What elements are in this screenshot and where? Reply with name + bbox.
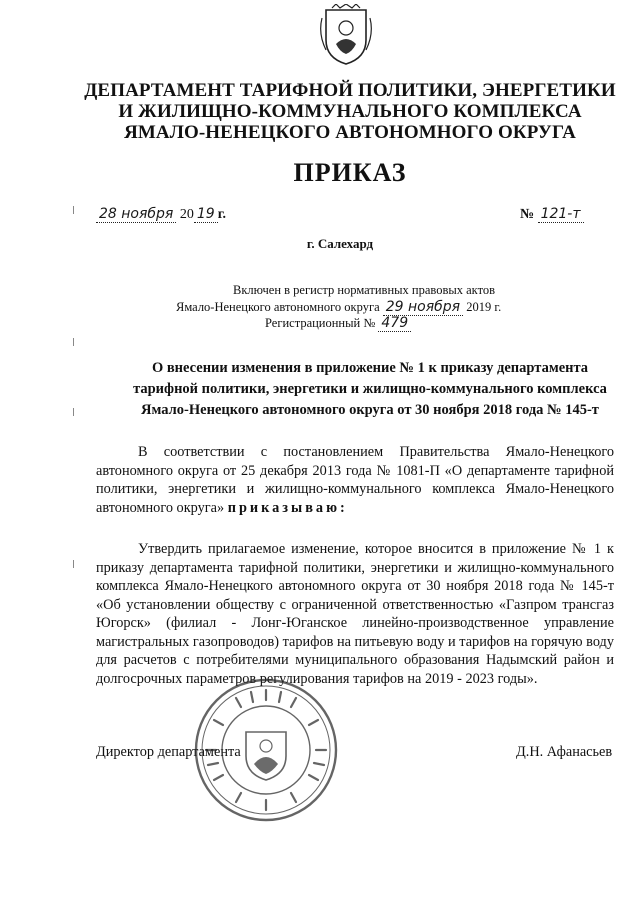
registry-line-1: Включен в регистр нормативных правовых актов bbox=[233, 283, 496, 297]
official-round-seal-icon bbox=[192, 676, 340, 824]
department-name-line-2: И ЖИЛИЩНО-КОММУНАЛЬНОГО КОМПЛЕКСА bbox=[118, 101, 582, 122]
registry-line-2 bbox=[176, 299, 501, 315]
yamal-coat-of-arms-icon bbox=[318, 4, 374, 66]
number-label: № bbox=[520, 207, 535, 222]
handwritten-date: 28 ноября bbox=[96, 206, 176, 223]
document-type-title: ПРИКАЗ bbox=[293, 158, 407, 187]
department-name-line-1: ДЕПАРТАМЕНТ ТАРИФНОЙ ПОЛИТИКИ, ЭНЕРГЕТИКИ bbox=[84, 80, 616, 101]
date-year-suffix: г. bbox=[217, 207, 226, 222]
handwritten-year: 19 bbox=[194, 206, 218, 223]
order-number bbox=[520, 206, 584, 223]
subject-line-3: Ямало-Ненецкого автономного округа от 30 ноября 2018 года № 145-т bbox=[141, 402, 599, 418]
handwritten-number: 121-т bbox=[538, 206, 584, 223]
date-year-prefix: 20 bbox=[179, 207, 194, 222]
registry-handwritten-date: 29 ноября bbox=[383, 299, 463, 316]
department-name-line-3: ЯМАЛО-НЕНЕЦКОГО АВТОНОМНОГО ОКРУГА bbox=[124, 122, 576, 143]
preamble-paragraph bbox=[96, 443, 614, 517]
registry-region: Ямало-Ненецкого автономного округа bbox=[176, 300, 380, 314]
registry-handwritten-number: 479 bbox=[378, 315, 411, 332]
signatory-name: Д.Н. Афанасьев bbox=[516, 744, 613, 760]
order-paragraph: Утвердить прилагаемое изменение, которое вносится в приложение № 1 к приказу департамента тарифной политики, энергетики и жилищно-коммунального комплекса Ямало-Ненецкого автономного округа от 30 ноября 2018 года № 145-т «Об установлении обществу с ограниченной ответственностью «Газпром трансгаз Югорск» (филиал - Лонг-Юганское линейно-производственное управление магистральных газопроводов) тарифов на питьевую воду и тарифов на горячую воду для расчетов с потребителями муниципального образования Надымский район и долгосрочных параметров регулирования тарифов на 2019 - 2023 годы». bbox=[96, 541, 614, 687]
registry-year: 2019 г. bbox=[466, 300, 502, 314]
margin-mark bbox=[73, 338, 74, 346]
city-name: г. Салехард bbox=[306, 236, 374, 251]
registry-line-3 bbox=[265, 315, 411, 331]
margin-mark bbox=[73, 206, 74, 214]
subject-line-2: тарифной политики, энергетики и жилищно-коммунального комплекса bbox=[133, 381, 607, 397]
preamble-text: В соответствии с постановлением Правительства Ямало-Ненецкого автономного округа от 25 декабря 2013 года № 1081-П «О департаменте тарифной политики, энергетики и жилищно-коммунального комплекса Ямало-Ненецкого автономного округа» bbox=[96, 444, 614, 516]
signatory-position: Директор департамента bbox=[96, 744, 241, 760]
subject-line-1: О внесении изменения в приложение № 1 к приказу департамента bbox=[151, 360, 589, 376]
order-date bbox=[96, 206, 226, 223]
order-word: приказываю: bbox=[227, 499, 348, 516]
margin-mark bbox=[73, 560, 74, 568]
margin-mark bbox=[73, 408, 74, 416]
registry-number-label: Регистрационный № bbox=[265, 316, 376, 330]
